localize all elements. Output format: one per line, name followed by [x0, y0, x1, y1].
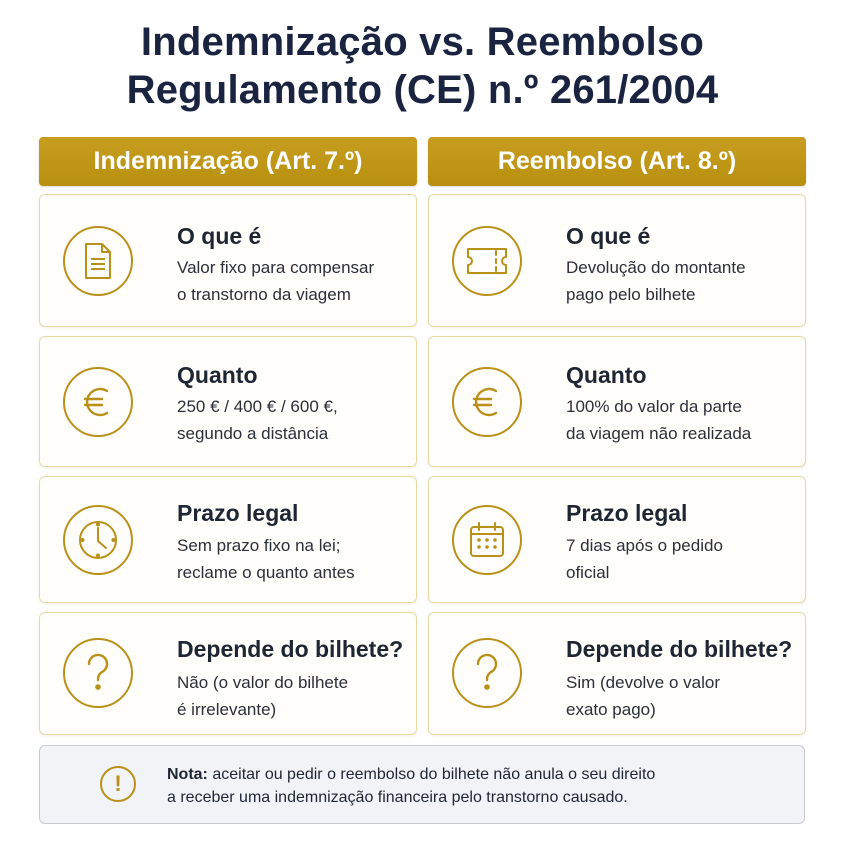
document-icon [63, 226, 133, 296]
card-title: O que é [177, 223, 262, 249]
card-line: reclame o quanto antes [177, 563, 355, 582]
page-title [0, 18, 845, 114]
exclamation-icon: ! [100, 766, 136, 802]
card-description [177, 254, 374, 308]
card-title: Quanto [566, 362, 647, 388]
card-line: Não (o valor do bilhete [177, 673, 349, 692]
card-line: 7 dias após o pedido [566, 536, 723, 555]
ticket-icon [452, 226, 522, 296]
card-depende-reembolso [428, 612, 806, 735]
card-description [566, 532, 723, 586]
note-box [39, 745, 805, 824]
note-label: Nota: [167, 766, 208, 783]
card-line: pago pelo bilhete [566, 285, 696, 304]
note-line-2: a receber uma indemnização financeira pelo transtorno causado. [167, 789, 628, 806]
card-quanto-indemnizacao [39, 336, 417, 467]
note-line-1 [167, 763, 655, 786]
card-depende-indemnizacao [39, 612, 417, 735]
column-reembolso [428, 137, 806, 719]
card-line: Devolução do montante [566, 258, 746, 277]
card-line: Sim (devolve o valor [566, 673, 721, 692]
column-header-reembolso: Reembolso (Art. 8.º) [428, 137, 806, 186]
card-description [177, 669, 348, 723]
card-line: Valor fixo para compensar [177, 258, 375, 277]
card-title: Depende do bilhete? [566, 636, 793, 662]
card-line: oficial [566, 563, 610, 582]
card-description [177, 393, 338, 447]
card-description [566, 393, 751, 447]
card-title: Prazo legal [177, 500, 299, 526]
question-icon [63, 638, 133, 708]
calendar-icon [452, 505, 522, 575]
card-o-que-e-reembolso [428, 194, 806, 327]
clock-icon [63, 505, 133, 575]
card-title: Quanto [177, 362, 258, 388]
card-description [177, 532, 355, 586]
question-icon [452, 638, 522, 708]
euro-icon [63, 367, 133, 437]
card-line: 100% do valor da parte [566, 397, 742, 416]
card-description [566, 254, 746, 308]
card-prazo-indemnizacao [39, 476, 417, 603]
column-indemnizacao [39, 137, 417, 719]
card-line: Sem prazo fixo na lei; [177, 536, 341, 555]
card-prazo-reembolso [428, 476, 806, 603]
card-o-que-e-indemnizacao [39, 194, 417, 327]
card-title: O que é [566, 223, 651, 249]
card-line: 250 € / 400 € / 600 €, [177, 397, 338, 416]
note-text [167, 763, 655, 809]
card-line: é irrelevante) [177, 700, 277, 719]
card-line: segundo a distância [177, 424, 329, 443]
card-line: da viagem não realizada [566, 424, 752, 443]
note-line-1-text: aceitar ou pedir o reembolso do bilhete não anula o seu direito [212, 766, 656, 783]
card-quanto-reembolso [428, 336, 806, 467]
card-description [566, 669, 720, 723]
euro-icon [452, 367, 522, 437]
title-line-2: Regulamento (CE) n.º 261/2004 [126, 68, 719, 112]
card-title: Prazo legal [566, 500, 688, 526]
title-line-1: Indemnização vs. Reembolso [140, 20, 705, 64]
card-line: o transtorno da viagem [177, 285, 351, 304]
card-line: exato pago) [566, 700, 656, 719]
card-title: Depende do bilhete? [177, 636, 404, 662]
column-header-indemnizacao: Indemnização (Art. 7.º) [39, 137, 417, 186]
